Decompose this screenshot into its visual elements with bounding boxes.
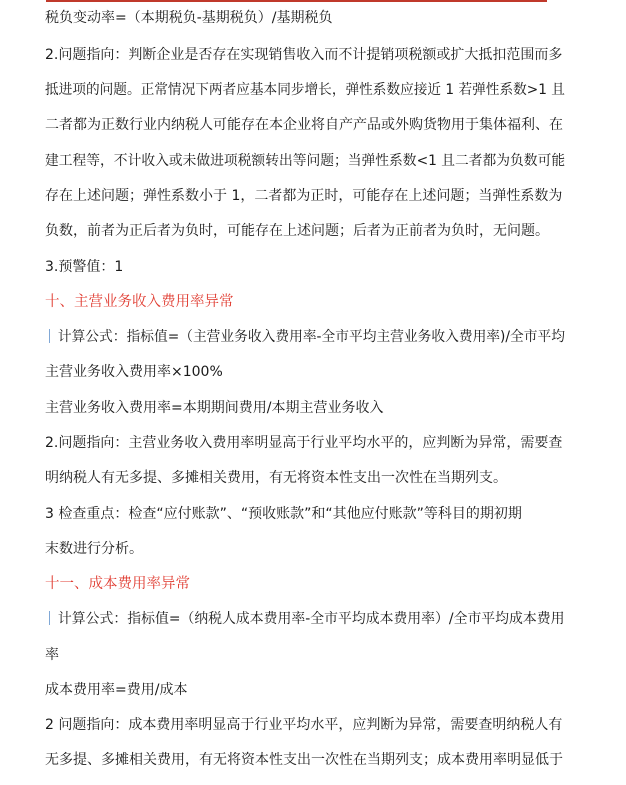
formula-line <box>49 327 565 347</box>
text-line: 无多提、多摊相关费用，有无将资本性支出一次性在当期列支；成本费用率明显低于 <box>45 752 563 768</box>
text-line: 计算公式：指标值=（主营业务收入费用率-全市平均主营业务收入费用率)/全市平均 <box>57 329 565 345</box>
text-line: 主营业务收入费用率=本期期间费用/本期主营业务收入 <box>45 400 384 416</box>
text-line: 抵进项的问题。正常情况下两者应基本同步增长，弹性系数应接近 1 若弹性系数>1 且 <box>45 82 565 98</box>
paragraph-marker <box>49 329 55 343</box>
text-line: 负数，前者为正后者为负时，可能存在上述问题；后者为正前者为负时，无问题。 <box>45 223 549 239</box>
text-line: 2 问题指向：成本费用率明显高于行业平均水平，应判断为异常，需要查明纳税人有 <box>45 717 563 733</box>
top-divider <box>46 0 547 2</box>
text-line: 计算公式：指标值=（纳税人成本费用率-全市平均成本费用率）/全市平均成本费用 <box>57 611 565 627</box>
text-line: 末数进行分析。 <box>45 541 143 557</box>
text-line: 建工程等，不计收入或未做进项税额转出等问题；当弹性系数<1 且二者都为负数可能 <box>45 153 566 169</box>
text-line: 成本费用率=费用/成本 <box>45 682 188 698</box>
formula-line <box>49 609 565 629</box>
text-line: 3.预警值：1 <box>45 259 124 275</box>
text-line: 2.问题指向：判断企业是否存在实现销售收入而不计提销项税额或扩大抵扣范围而多 <box>45 47 563 63</box>
text-line: 明纳税人有无多提、多摊相关费用，有无将资本性支出一次性在当期列支。 <box>45 470 507 486</box>
text-line: 率 <box>45 647 59 663</box>
section-heading: 十一、成本费用率异常 <box>45 576 190 592</box>
paragraph-marker <box>49 611 55 625</box>
text-line: 主营业务收入费用率×100% <box>45 364 223 380</box>
text-line: 税负变动率=（本期税负-基期税负）/基期税负 <box>45 10 333 26</box>
text-line: 存在上述问题；弹性系数小于 1，二者都为正时，可能存在上述问题；当弹性系数为 <box>45 188 563 204</box>
text-line: 二者都为正数行业内纳税人可能存在本企业将自产产品或外购货物用于集体福利、在 <box>45 117 563 133</box>
section-heading: 十、主营业务收入费用率异常 <box>45 294 234 310</box>
text-line: 2.问题指向：主营业务收入费用率明显高于行业平均水平的，应判断为异常，需要查 <box>45 435 563 451</box>
text-line: 3 检查重点：检查“应付账款”、“预收账款”和“其他应付账款”等科目的期初期 <box>45 506 522 522</box>
